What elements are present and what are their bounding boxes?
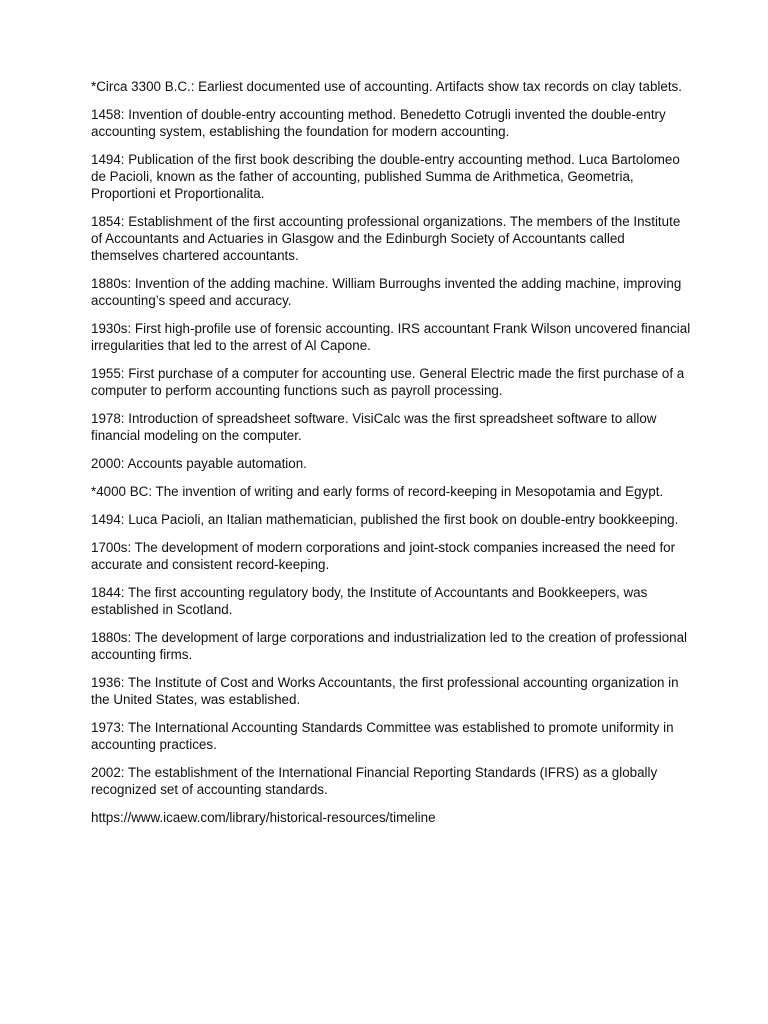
timeline-entry: *4000 BC: The invention of writing and early forms of record-keeping in Mesopotamia and Egypt. [91,484,664,499]
timeline-entry: 1978: Introduction of spreadsheet software. VisiCalc was the first spreadsheet software to allow financial modeling on the computer. [91,411,657,443]
timeline-entry: 1854: Establishment of the first accounting professional organizations. The members of the Institute of Accountants and Actuaries in Glasgow and the Edinburgh Society of Accountants called themselves chartered accountants. [91,214,681,263]
timeline-entry: 1494: Publication of the first book describing the double-entry accounting method. Luca Bartolomeo de Pacioli, known as the father of accounting, published Summa de Arithmetica, Geometria, Proportioni et Proportionalita. [91,152,680,201]
timeline-entry: 1494: Luca Pacioli, an Italian mathematician, published the first book on double-entry bookkeeping. [91,512,679,527]
timeline-entry: 1930s: First high-profile use of forensic accounting. IRS accountant Frank Wilson uncovered financial irregularities that led to the arrest of Al Capone. [91,321,691,353]
timeline-entry: *Circa 3300 B.C.: Earliest documented use of accounting. Artifacts show tax records on clay tablets. [91,79,682,94]
timeline-entry: 1973: The International Accounting Standards Committee was established to promote uniformity in accounting practices. [91,720,674,752]
timeline-entry: 1936: The Institute of Cost and Works Accountants, the first professional accounting organization in the United States, was established. [91,675,679,707]
timeline-entry: 1700s: The development of modern corporations and joint-stock companies increased the need for accurate and consistent record-keeping. [91,540,676,572]
timeline-entry: 1955: First purchase of a computer for accounting use. General Electric made the first purchase of a computer to perform accounting functions such as payroll processing. [91,366,685,398]
timeline-entry: 2002: The establishment of the International Financial Reporting Standards (IFRS) as a globally recognized set of accounting standards. [91,765,658,797]
timeline-entry: 1880s: Invention of the adding machine. William Burroughs invented the adding machine, improving accounting’s speed and accuracy. [91,276,682,308]
timeline-entry: 1880s: The development of large corporations and industrialization led to the creation of professional accounting firms. [91,630,688,662]
timeline-entry: 1458: Invention of double-entry accounting method. Benedetto Cotrugli invented the double-entry accounting system, establishing the foundation for modern accounting. [91,107,666,139]
timeline-text [91,78,691,826]
timeline-entry: 1844: The first accounting regulatory body, the Institute of Accountants and Bookkeepers, was established in Scotland. [91,585,648,617]
source-url: https://www.icaew.com/library/historical-resources/timeline [91,810,436,825]
timeline-entry: 2000: Accounts payable automation. [91,456,307,471]
